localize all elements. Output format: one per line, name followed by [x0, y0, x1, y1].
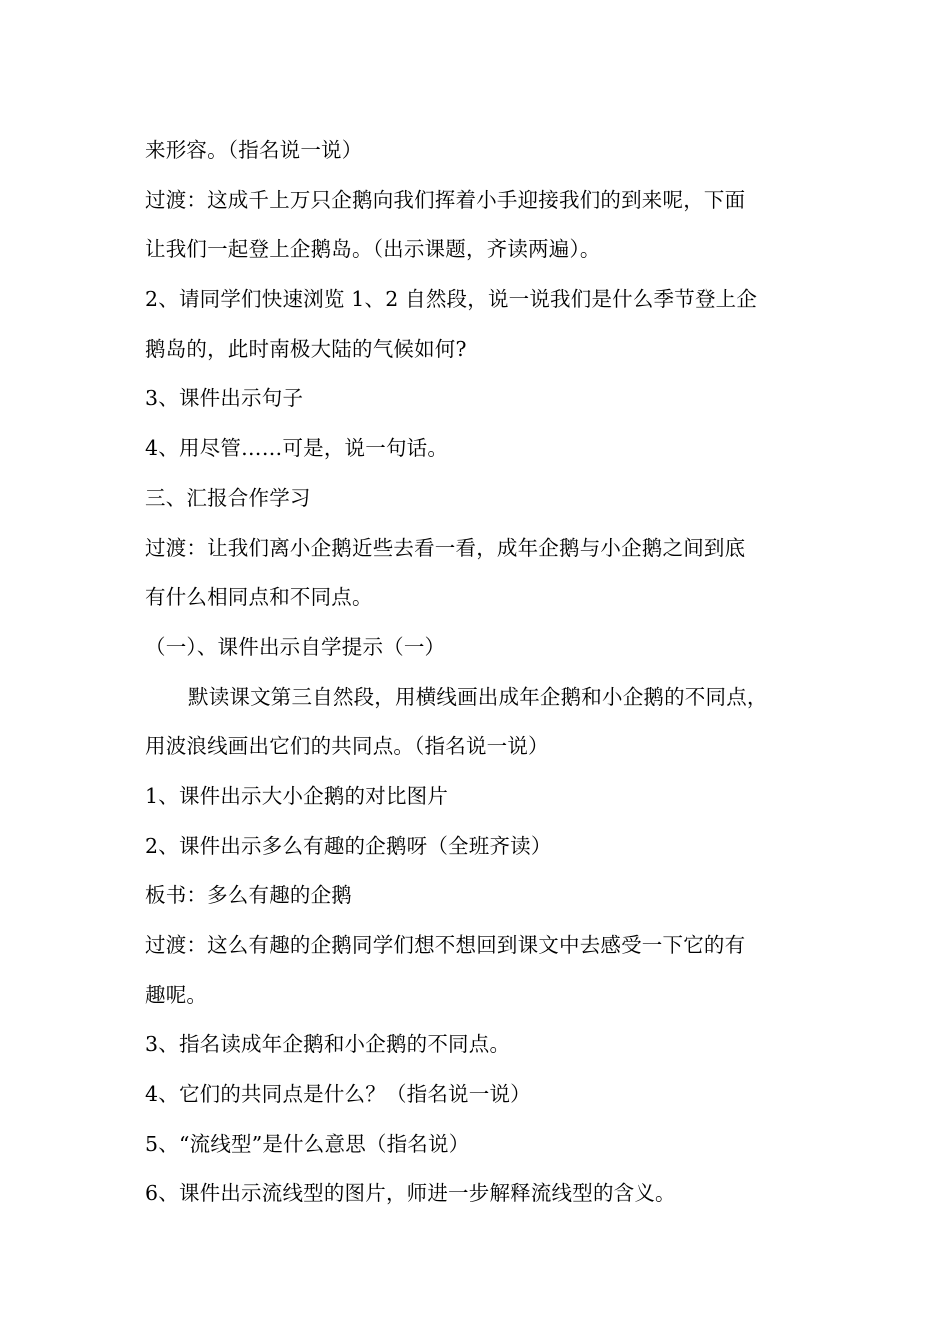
text-line: 有什么相同点和不同点。	[145, 585, 373, 610]
text-line: 4、用尽管……可是，说一句话。	[145, 436, 449, 461]
text-line: 鹅岛的，此时南极大陆的气候如何?	[145, 336, 467, 361]
text-line: 1、课件出示大小企鹅的对比图片	[145, 783, 449, 808]
text-line: 3、课件出示句子	[145, 386, 304, 411]
text-line: 过渡：让我们离小企鹅近些去看一看，成年企鹅与小企鹅之间到底	[145, 535, 746, 560]
text-line: 2、课件出示多么有趣的企鹅呀（全班齐读）	[145, 833, 552, 858]
text-line: 5、“流线型”是什么意思（指名说）	[145, 1131, 470, 1156]
text-line: 2、请同学们快速浏览 1、2 自然段，说一说我们是什么季节登上企	[145, 287, 758, 312]
text-line: 过渡：这成千上万只企鹅向我们挥着小手迎接我们的到来呢，下面	[145, 187, 746, 212]
text-line: 4、它们的共同点是什么？（指名说一说）	[145, 1082, 531, 1107]
text-line: 用波浪线画出它们的共同点。（指名说一说）	[145, 734, 549, 759]
text-line: 来形容。（指名说一说）	[145, 138, 363, 162]
text-line: 6、课件出示流线型的图片，师进一步解释流线型的含义。	[145, 1181, 676, 1206]
text-line: 让我们一起登上企鹅岛。（出示课题，齐读两遍）。	[145, 237, 601, 262]
text-line: 板书：多么有趣的企鹅	[145, 883, 352, 908]
section-heading: 三、汇报合作学习	[145, 485, 311, 510]
text-line: 3、指名读成年企鹅和小企鹅的不同点。	[145, 1032, 511, 1057]
text-line: 过渡：这么有趣的企鹅同学们想不想回到课文中去感受一下它的有	[145, 933, 746, 957]
text-line: 趣呢。	[145, 982, 208, 1007]
document-body	[145, 132, 835, 1225]
subsection-heading: （一）、课件出示自学提示（一）	[145, 634, 446, 659]
text-line: 默读课文第三自然段，用横线画出成年企鹅和小企鹅的不同点，	[188, 684, 768, 709]
